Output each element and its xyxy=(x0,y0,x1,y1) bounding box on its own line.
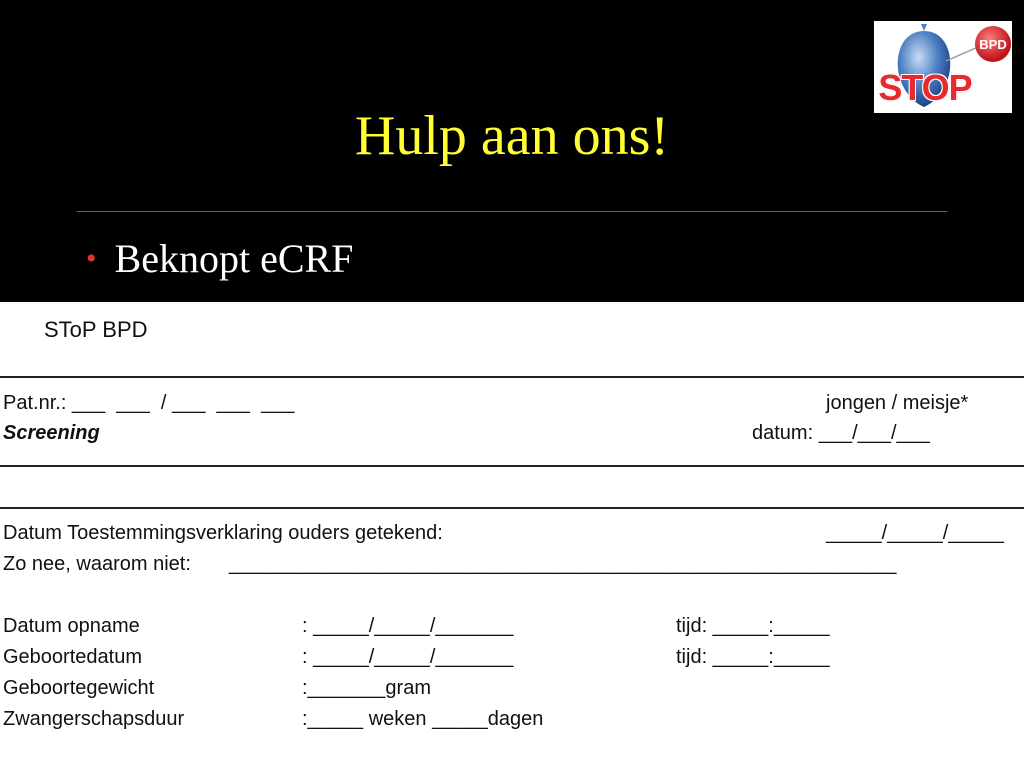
screening-label: Screening xyxy=(3,422,100,444)
row-time: tijd: _____:_____ xyxy=(676,646,830,668)
row-label: Geboortegewicht xyxy=(3,677,155,699)
bullet-item xyxy=(86,234,353,284)
row-value: :_______gram xyxy=(302,677,431,699)
consent-date: _____/_____/_____ xyxy=(826,522,1004,544)
bullet-text: Beknopt eCRF xyxy=(114,236,354,281)
logo-wordmark: STOP xyxy=(878,67,972,108)
slide-title: Hulp aan ons! xyxy=(354,105,670,167)
row-label: Datum opname xyxy=(3,615,140,637)
consent-label: Datum Toestemmingsverklaring ouders getekend: xyxy=(3,522,443,544)
form-rule-3 xyxy=(0,507,1024,509)
gender-field: jongen / meisje* xyxy=(826,392,969,414)
row-time: tijd: _____:_____ xyxy=(676,615,830,637)
stop-bpd-logo xyxy=(874,21,1012,113)
screening-date: datum: ___/___/___ xyxy=(752,422,930,444)
form-rule-1 xyxy=(0,376,1024,378)
reason-field: ____________________________________________________________ xyxy=(229,553,897,575)
patient-number: Pat.nr.: ___ ___ / ___ ___ ___ xyxy=(3,392,295,414)
crf-form xyxy=(0,302,1024,768)
form-heading: SToP BPD xyxy=(44,317,148,342)
row-value: : _____/_____/_______ xyxy=(302,615,514,637)
bullet-marker: • xyxy=(86,242,97,275)
form-rule-2 xyxy=(0,465,1024,467)
reason-label: Zo nee, waarom niet: xyxy=(3,553,191,575)
row-label: Zwangerschapsduur xyxy=(3,708,185,730)
row-value: :_____ weken _____dagen xyxy=(302,708,544,730)
row-label: Geboortedatum xyxy=(3,646,142,668)
logo-badge: BPD xyxy=(979,37,1007,52)
row-value: : _____/_____/_______ xyxy=(302,646,514,668)
title-divider xyxy=(77,211,947,212)
